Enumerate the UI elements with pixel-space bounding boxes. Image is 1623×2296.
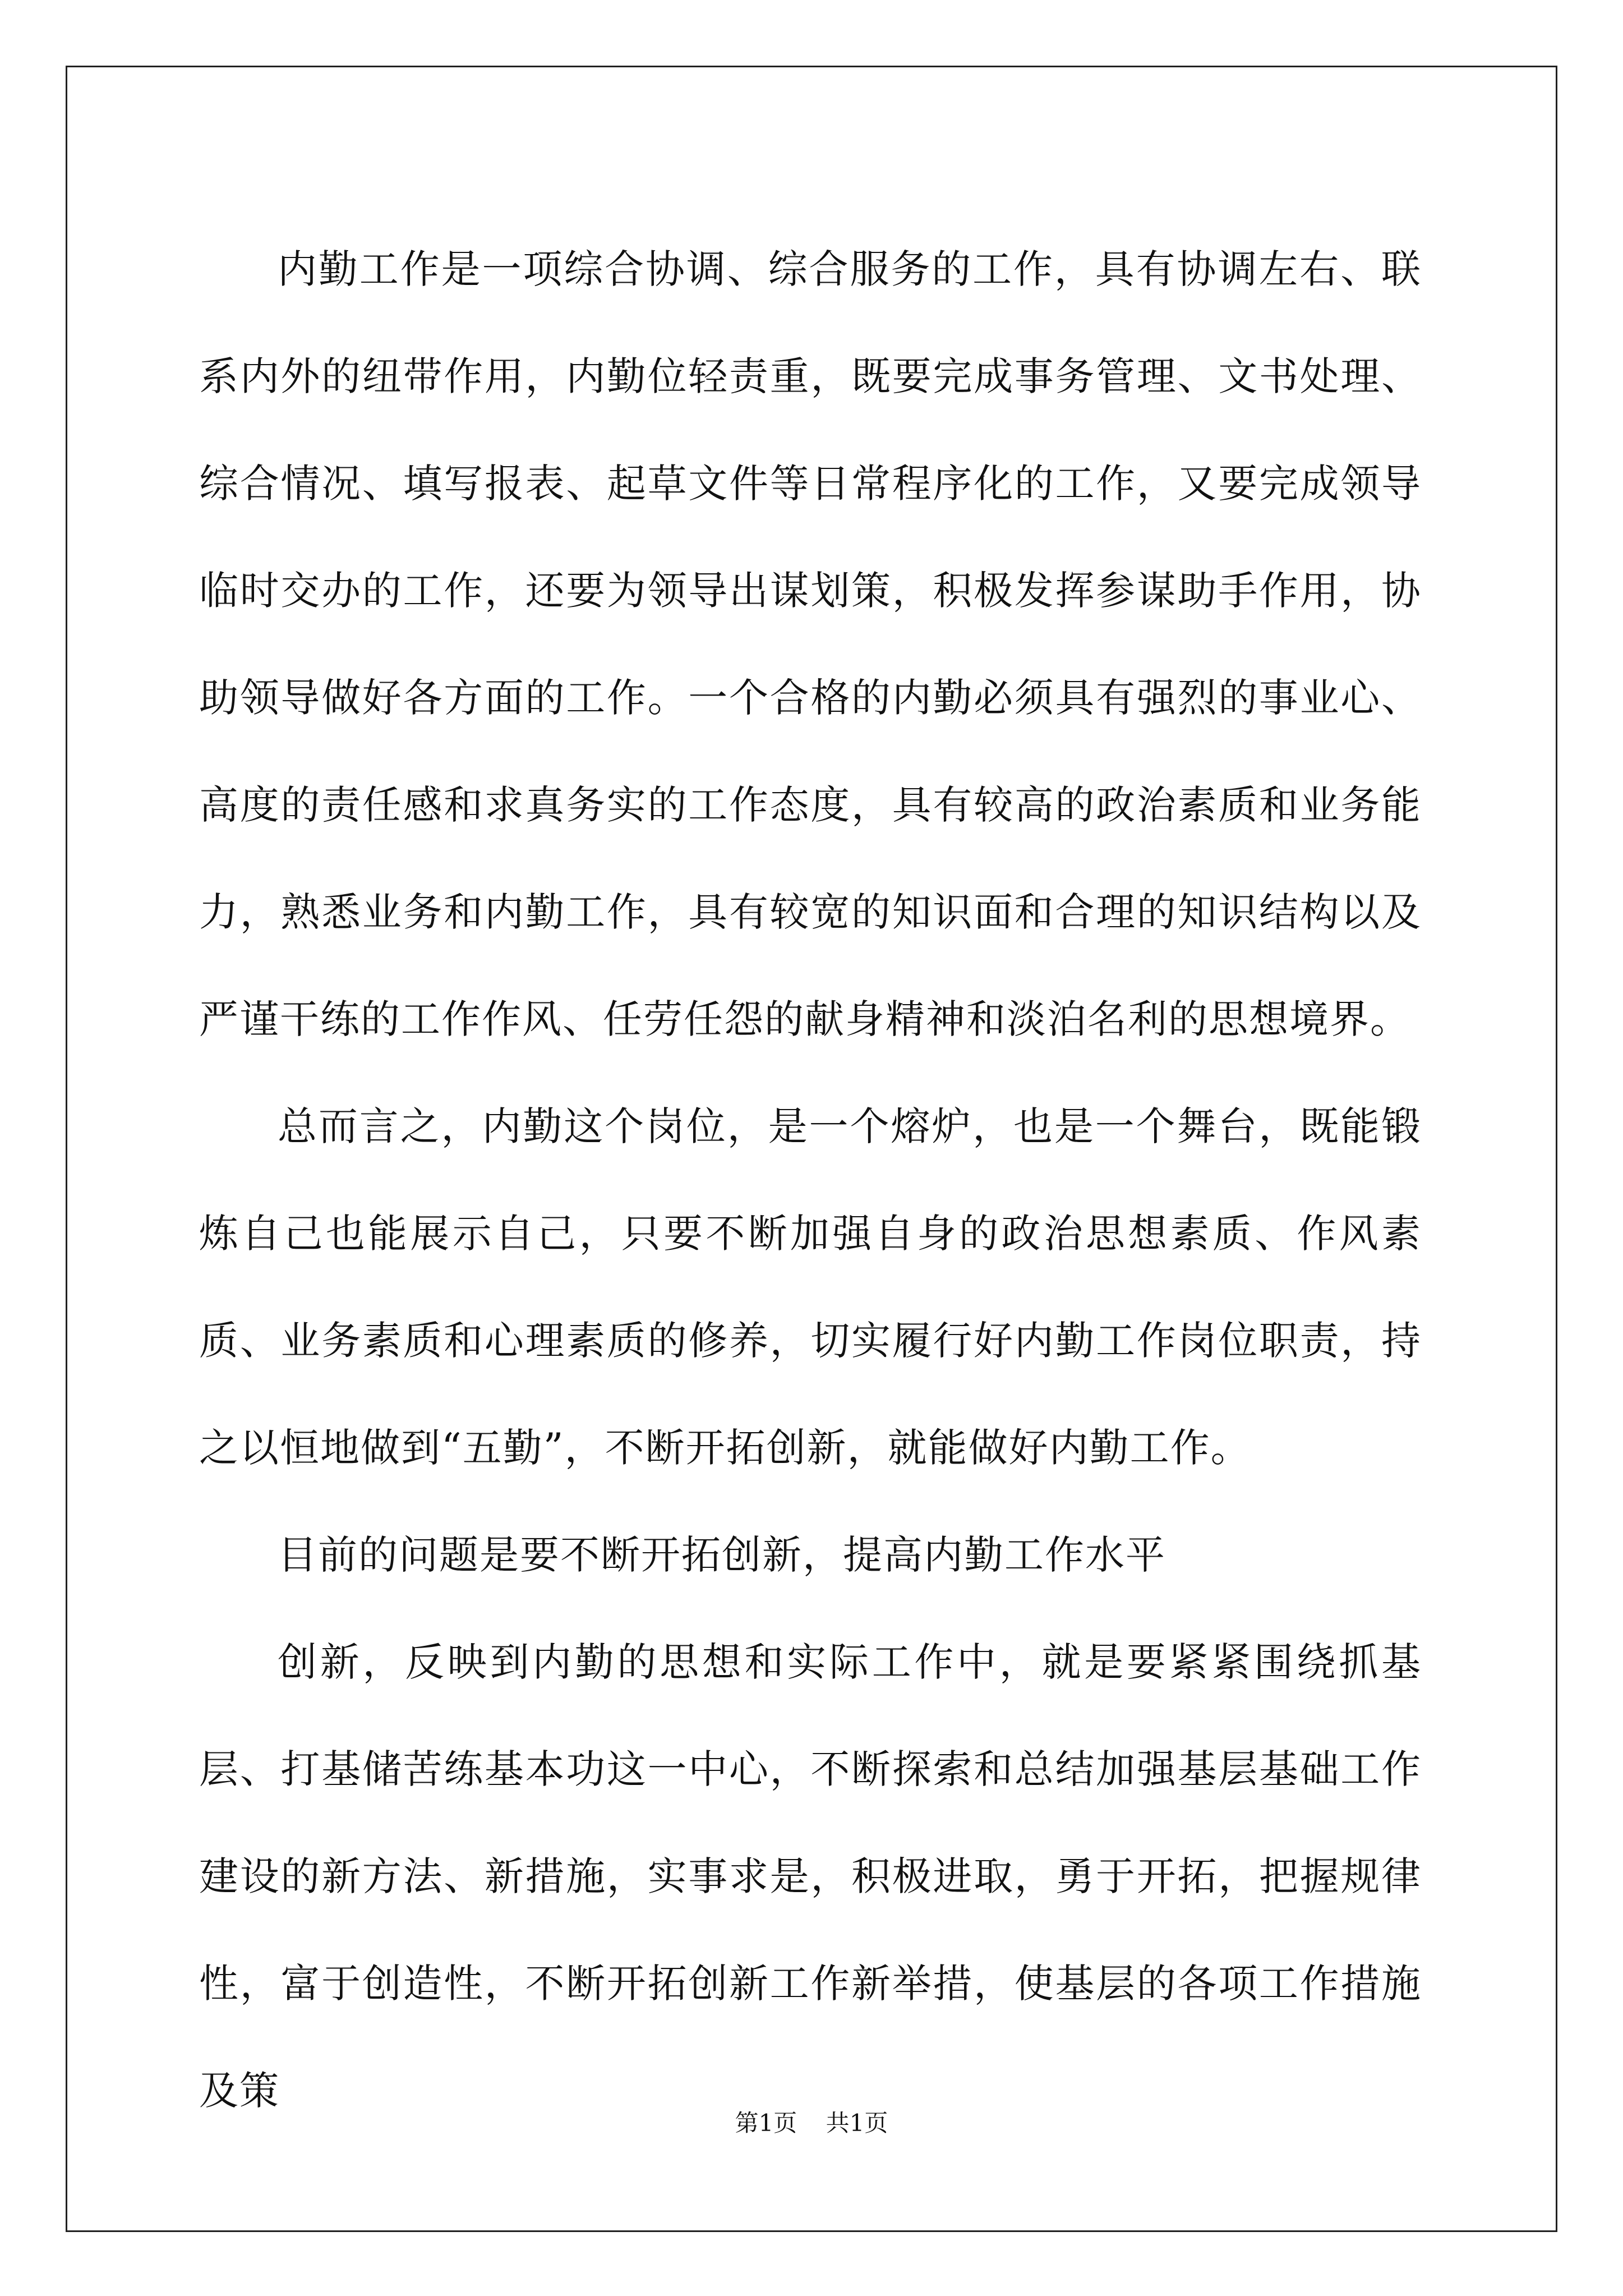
paragraph-1: 内勤工作是一项综合协调、综合服务的工作，具有协调左右、联系内外的纽带作用，内勤位轻责重，既要完成事务管理、文书处理、综合情况、填写报表、起草文件等日常程序化的工作，又要完成领导临时交办的工作，还要为领导出谋划策，积极发挥参谋助手作用，协助领导做好各方面的工作。一个合格的内勤必须具有强烈的事业心、高度的责任感和求真务实的工作态度，具有较高的政治素质和业务能力，熟悉业务和内勤工作，具有较宽的知识面和合理的知识结构以及严谨干练的工作作风、任劳任怨的献身精神和淡泊名利的思想境界。 bbox=[199, 246, 1422, 1042]
paragraph-2: 总而言之，内勤这个岗位，是一个熔炉，也是一个舞台，既能锻炼自己也能展示自己，只要不断加强自身的政治思想素质、作风素质、业务素质和心理素质的修养，切实履行好内勤工作岗位职责，持之以恒地做到“五勤”，不断开拓创新，就能做好内勤工作。 bbox=[199, 1103, 1422, 1471]
page-footer bbox=[0, 2108, 1623, 2139]
document-body bbox=[199, 216, 1422, 2145]
paragraph-4: 创新，反映到内勤的思想和实际工作中，就是要紧紧围绕抓基层、打基储苦练基本功这一中心，不断探索和总结加强基层基础工作建设的新方法、新措施，实事求是，积极进取，勇于开拓，把握规律性，富于创造性，不断开拓创新工作新举措，使基层的各项工作措施及策 bbox=[199, 1639, 1422, 2114]
page-total: 共1页 bbox=[826, 2109, 888, 2137]
page-number: 第1页 bbox=[735, 2109, 797, 2137]
paragraph-3: 目前的问题是要不断开拓创新，提高内勤工作水平 bbox=[278, 1532, 1166, 1578]
